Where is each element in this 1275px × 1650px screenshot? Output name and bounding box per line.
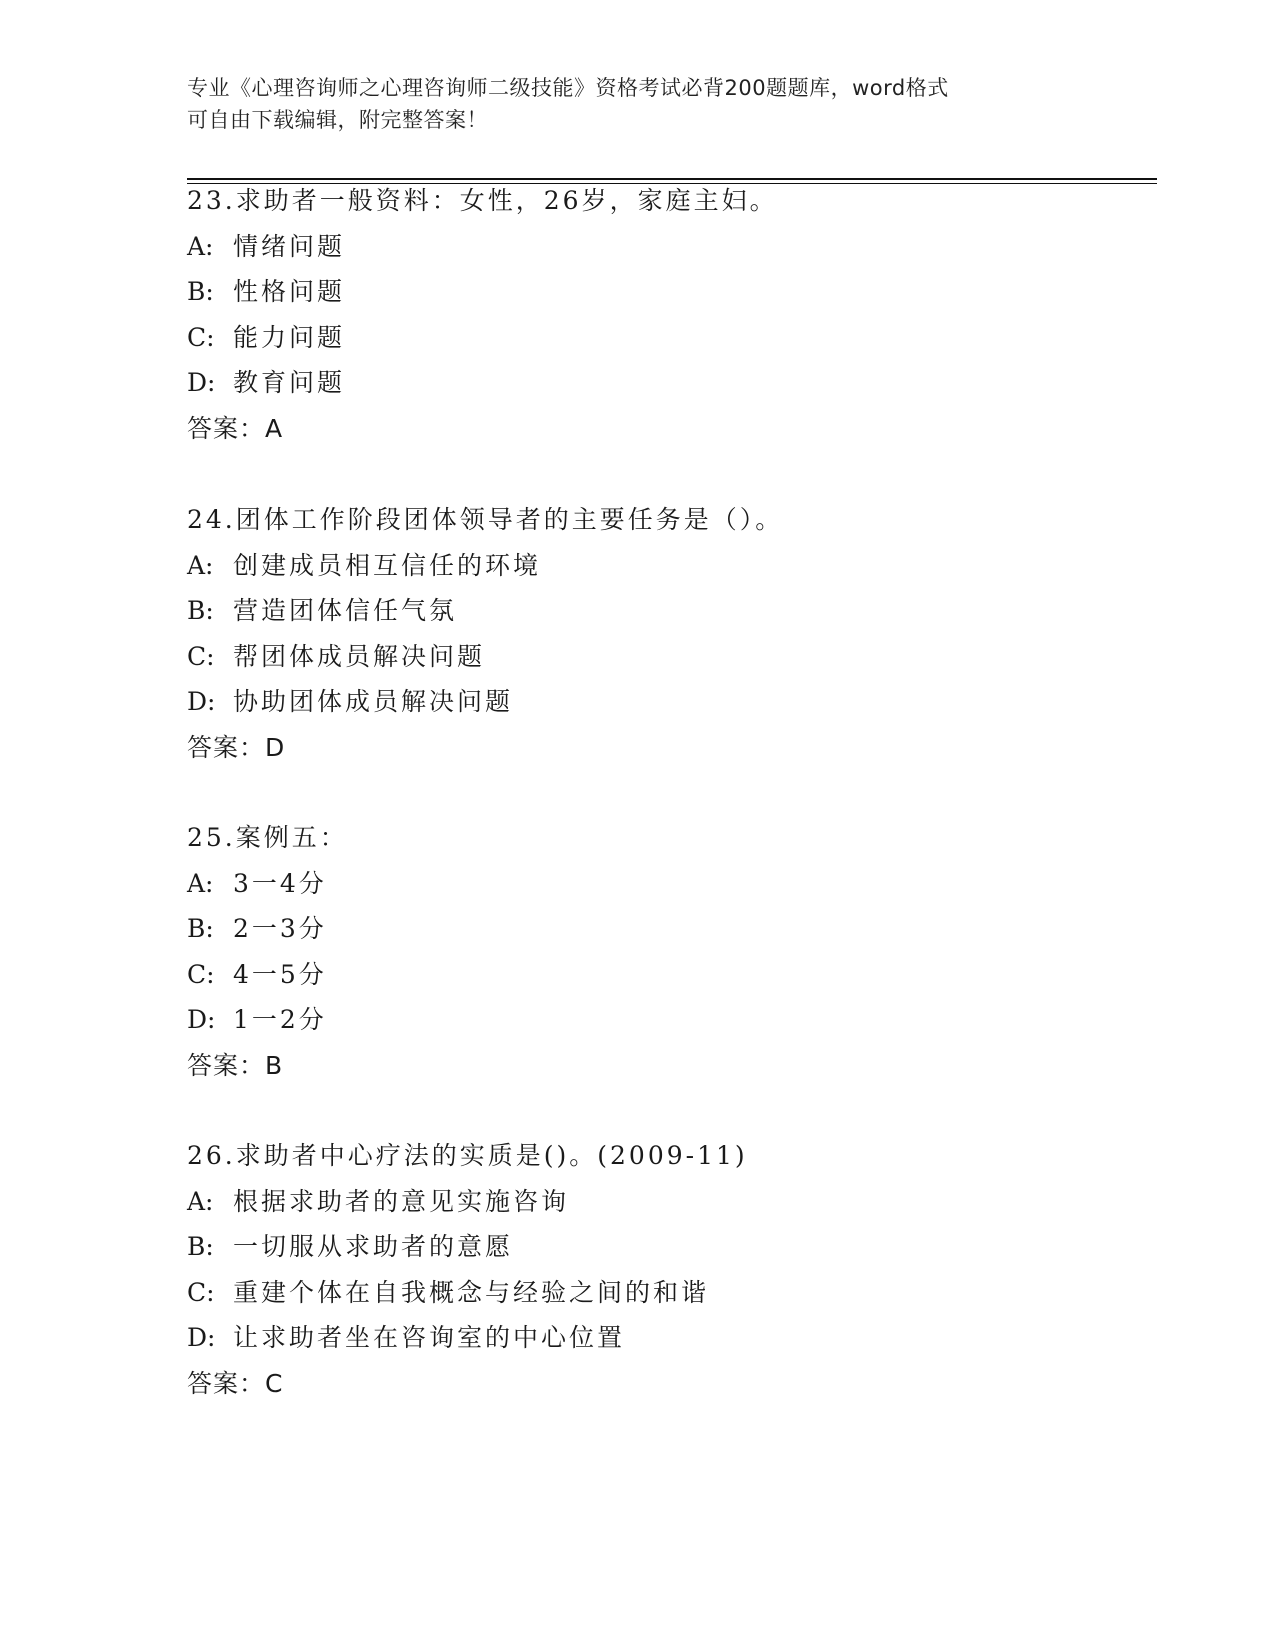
header-line-2: 可自由下载编辑，附完整答案！ <box>187 108 488 132</box>
option-letter: D: <box>187 1005 216 1034</box>
option-a <box>187 224 1087 270</box>
document-header <box>187 72 1067 136</box>
option-text: 根据求助者的意见实施咨询 <box>233 1186 570 1216</box>
option-text: 协助团体成员解决问题 <box>233 687 514 716</box>
option-text: 创建成员相互信任的环境 <box>233 550 542 580</box>
option-c <box>187 1270 1087 1316</box>
option-a <box>187 1179 1087 1225</box>
option-letter: A: <box>187 550 214 580</box>
question-block <box>187 815 1087 1088</box>
option-letter: C: <box>187 959 215 989</box>
answer-line: 答案：B <box>187 1050 284 1080</box>
option-c <box>187 315 1087 361</box>
option-letter: C: <box>187 322 215 352</box>
option-d <box>187 997 1087 1043</box>
option-letter: C: <box>187 1277 215 1307</box>
option-text: 性格问题 <box>233 277 346 306</box>
option-letter: C: <box>187 641 215 671</box>
option-letter: A: <box>187 1186 214 1216</box>
answer-line: 答案：A <box>187 413 284 443</box>
option-letter: B: <box>187 914 214 943</box>
option-d <box>187 360 1087 406</box>
option-text: 2一3分 <box>233 914 327 943</box>
option-b <box>187 906 1087 952</box>
option-a <box>187 861 1087 907</box>
option-letter: B: <box>187 596 214 625</box>
header-line-1: 专业《心理咨询师之心理咨询师二级技能》资格考试必背200题题库，word格式 <box>187 76 949 100</box>
option-text: 情绪问题 <box>233 231 346 261</box>
option-b <box>187 588 1087 634</box>
option-text: 教育问题 <box>233 368 346 397</box>
question-block <box>187 1133 1087 1406</box>
option-c <box>187 952 1087 998</box>
option-text: 3一4分 <box>233 868 327 898</box>
option-letter: D: <box>187 1323 216 1352</box>
option-text: 4一5分 <box>233 959 327 989</box>
option-letter: D: <box>187 687 216 716</box>
option-letter: A: <box>187 231 214 261</box>
question-stem: 24.团体工作阶段团体领导者的主要任务是（）。 <box>187 505 784 534</box>
option-d <box>187 1315 1087 1361</box>
option-letter: A: <box>187 868 214 898</box>
option-letter: D: <box>187 368 216 397</box>
answer-line: 答案：D <box>187 732 286 762</box>
question-stem: 25.案例五： <box>187 823 348 852</box>
answer-line: 答案：C <box>187 1368 284 1398</box>
option-b <box>187 269 1087 315</box>
option-c <box>187 634 1087 680</box>
option-text: 让求助者坐在咨询室的中心位置 <box>233 1323 626 1352</box>
question-block <box>187 497 1087 770</box>
option-text: 重建个体在自我概念与经验之间的和谐 <box>233 1277 710 1307</box>
question-block <box>187 178 1087 451</box>
question-stem: 23.求助者一般资料：女性，26岁，家庭主妇。 <box>187 186 778 215</box>
option-b <box>187 1224 1087 1270</box>
option-text: 1一2分 <box>233 1005 327 1034</box>
question-stem: 26.求助者中心疗法的实质是()。(2009-11) <box>187 1141 748 1170</box>
option-text: 一切服从求助者的意愿 <box>233 1232 514 1261</box>
option-letter: B: <box>187 1232 214 1261</box>
option-text: 营造团体信任气氛 <box>233 596 458 625</box>
option-a <box>187 543 1087 589</box>
option-text: 能力问题 <box>233 322 346 352</box>
option-d <box>187 679 1087 725</box>
option-text: 帮团体成员解决问题 <box>233 641 486 671</box>
option-letter: B: <box>187 277 214 306</box>
